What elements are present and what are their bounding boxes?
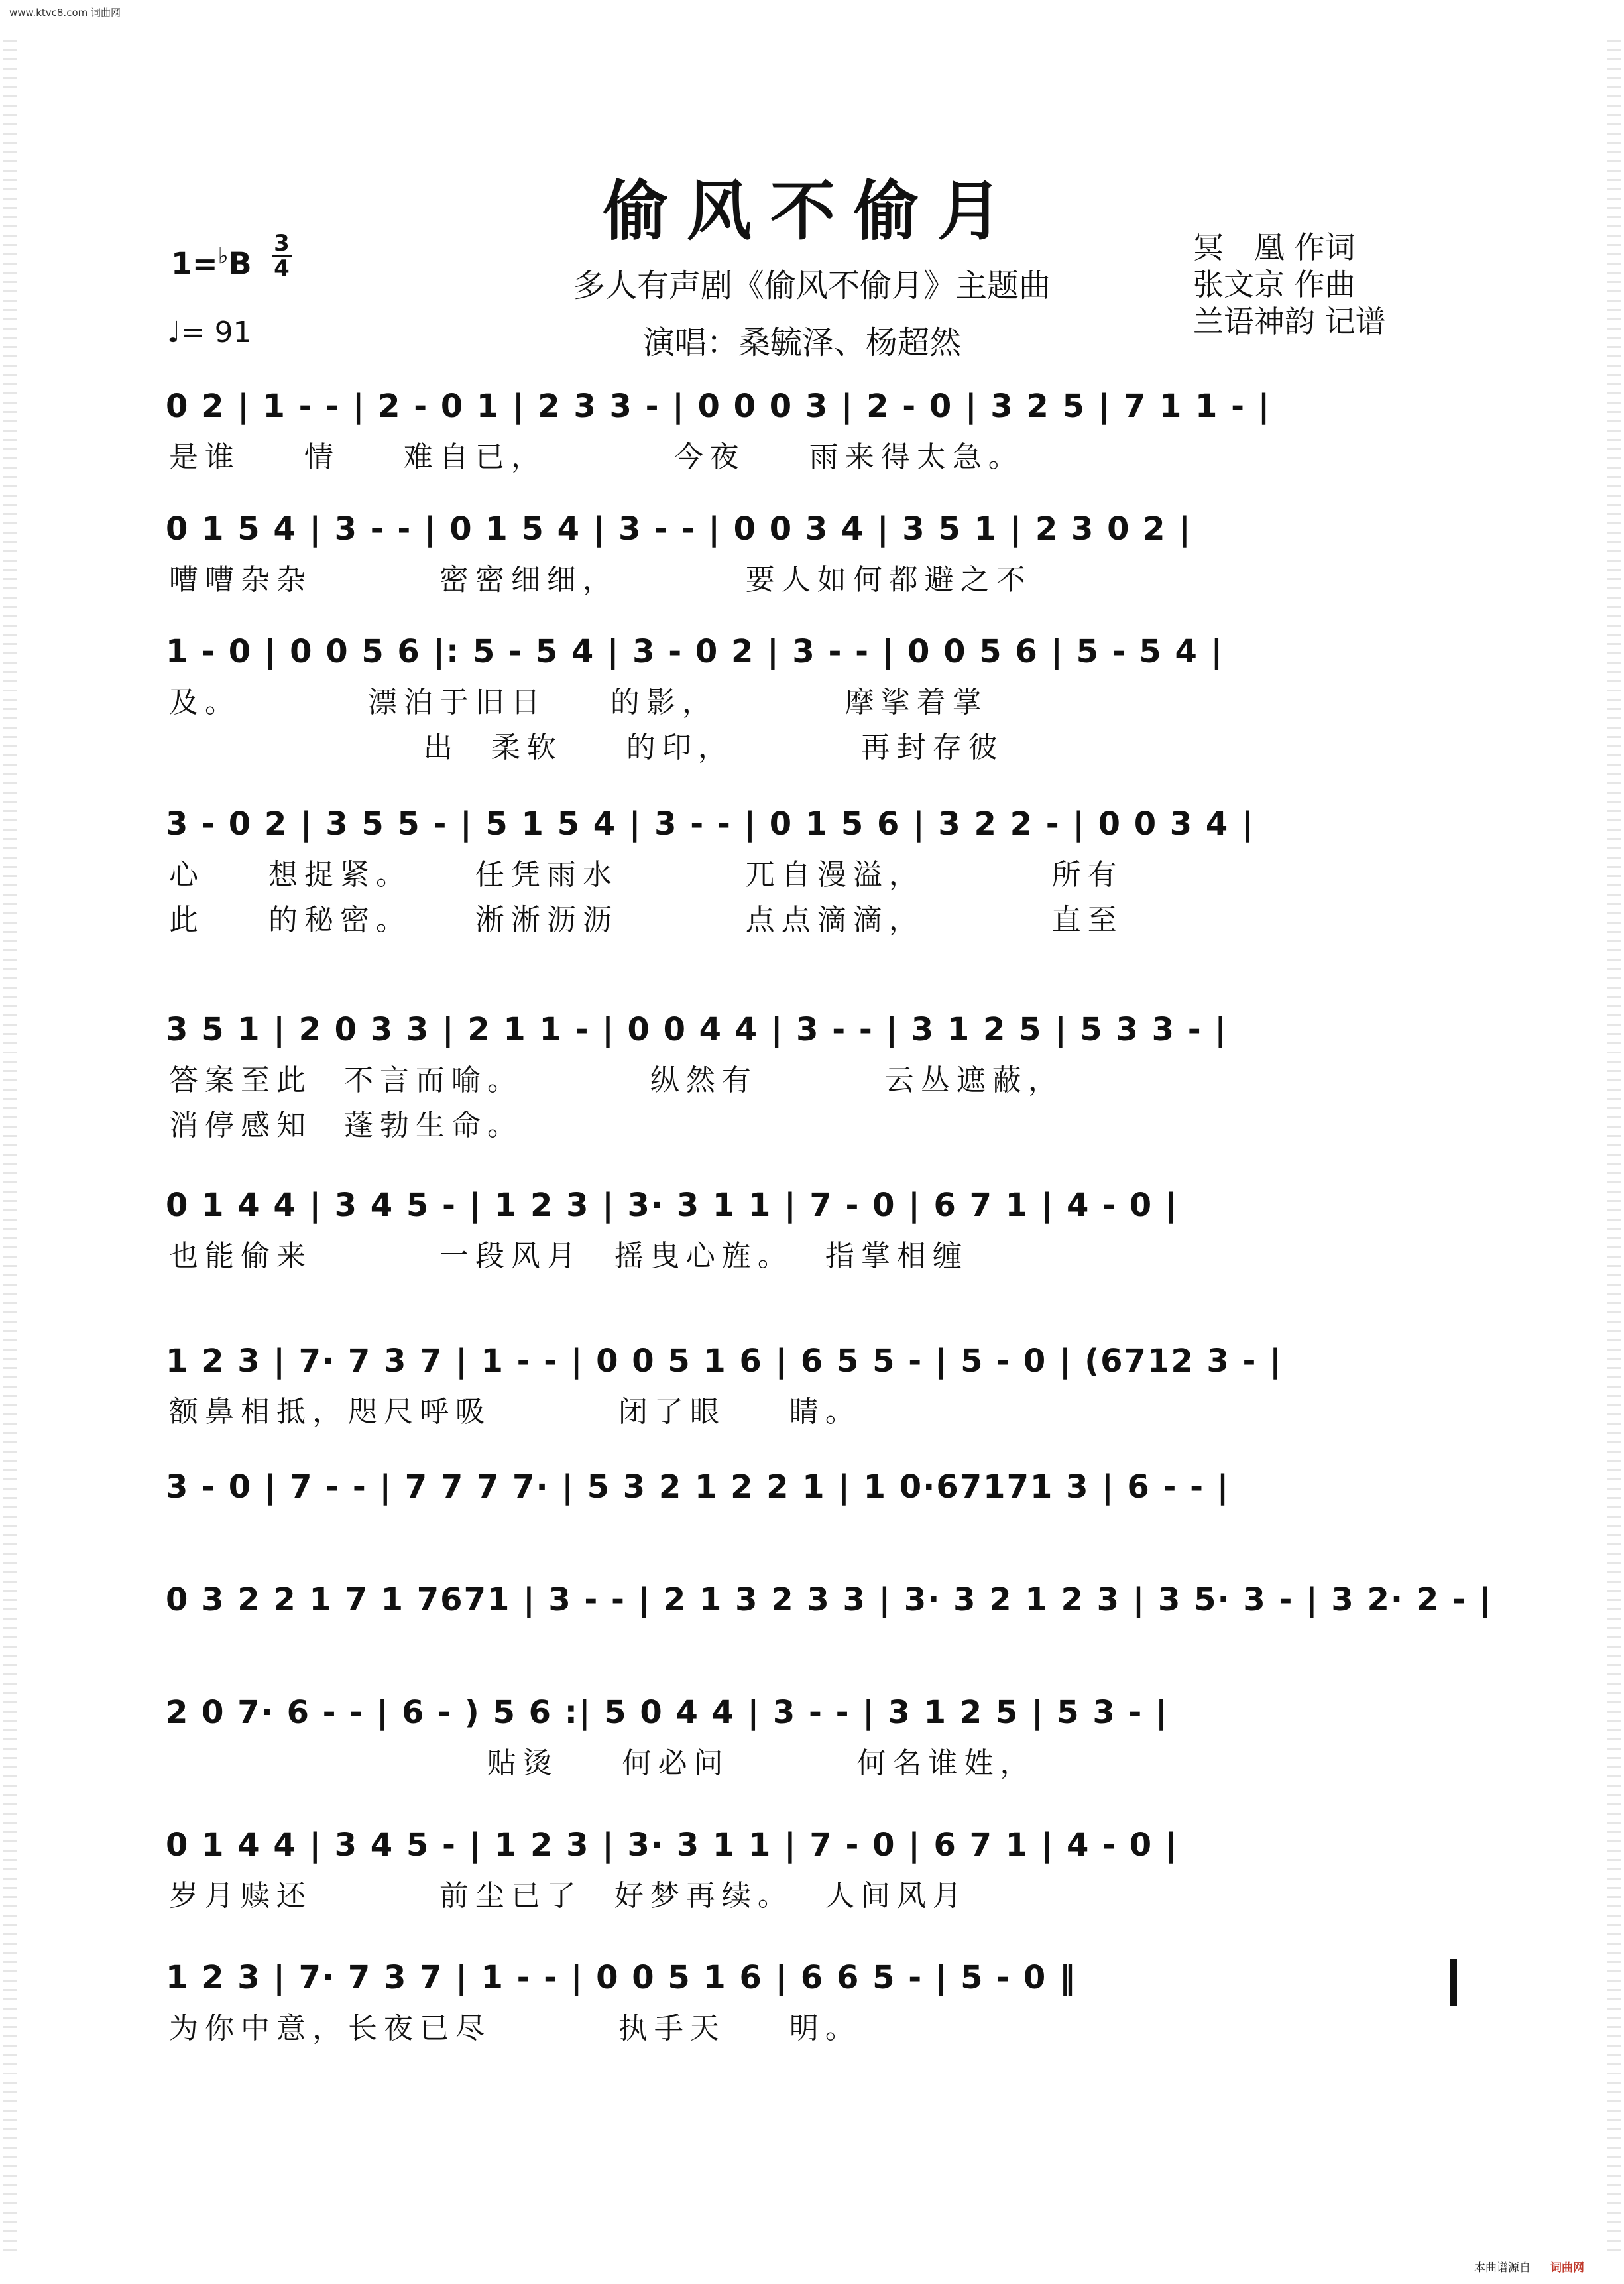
- notation-row: 1 2 3 | 7· 7 3 7 | 1 - - | 0 0 5 1 6 | 6 5 5 - | 5 - 0 | (6712 3 - |: [166, 1343, 1283, 1380]
- lyric-line: 及。 漂泊于旧日 的影， 摩挲着掌: [169, 686, 988, 719]
- lyric-line: 心 想捉紧。 任凭雨水 兀自漫溢， 所有: [169, 858, 1124, 892]
- notation-row: 2 0 7· 6 - - | 6 - ) 5 6 :| 5 0 4 4 | 3 - - | 3 1 2 5 | 5 3 - |: [166, 1694, 1169, 1731]
- notation-row: 3 5 1 | 2 0 3 3 | 2 1 1 - | 0 0 4 4 | 3 - - | 3 1 2 5 | 5 3 3 - |: [166, 1011, 1228, 1048]
- lyric-line: 岁月赎还 前尘已了 好梦再续。 人间风月: [169, 1879, 968, 1913]
- lyric-line: 为你中意，长夜已尽 执手天 明。: [169, 2012, 861, 2045]
- final-barline: [1450, 1959, 1457, 2006]
- lyric-line: 嘈嘈杂杂 密密细细， 要人如何都避之不: [169, 563, 1032, 597]
- credits: [1193, 229, 1386, 340]
- lyric-line: 答案至此 不言而喻。 纵然有 云丛遮蔽，: [169, 1063, 1064, 1097]
- notation-row: 0 2 | 1 - - | 2 - 0 1 | 2 3 3 - | 0 0 0 3 | 2 - 0 | 3 2 5 | 7 1 1 - |: [166, 388, 1271, 425]
- notation-row: 3 - 0 | 7 - - | 7 7 7 7· | 5 3 2 1 2 2 1 | 1 0·67171 3 | 6 - - |: [166, 1469, 1230, 1506]
- tempo-mark: ♩= 91: [167, 316, 252, 349]
- song-title: 偷风不偷月: [603, 173, 1021, 249]
- notation-row: 1 - 0 | 0 0 5 6 |: 5 - 5 4 | 3 - 0 2 | 3 - - | 0 0 5 6 | 5 - 5 4 |: [166, 633, 1224, 670]
- lyric-line: 消停感知 蓬勃生命。: [169, 1109, 523, 1142]
- lyric-line: 额鼻相抵，咫尺呼吸 闭了眼 睛。: [169, 1395, 861, 1429]
- lyric-line: 贴烫 何必问 何名谁姓，: [169, 1746, 1036, 1780]
- lyric-line: 出 柔软 的印， 再封存彼: [169, 731, 1004, 764]
- notation-row: 0 1 4 4 | 3 4 5 - | 1 2 3 | 3· 3 1 1 | 7 - 0 | 6 7 1 | 4 - 0 |: [166, 1827, 1179, 1864]
- site-watermark-top: www.ktvc8.com 词曲网: [9, 7, 121, 19]
- transcriber-credit: 兰语神韵 记谱: [1193, 304, 1386, 339]
- lyric-line: 此 的秘密。 淅淅沥沥 点点滴滴， 直至: [169, 903, 1124, 937]
- site-watermark-bottom: 本曲谱源自 词曲网: [1474, 2261, 1584, 2275]
- notation-row: 0 3 2 2 1 7 1 7671 | 3 - - | 2 1 3 2 3 3 | 3· 3 2 1 2 3 | 3 5· 3 - | 3 2· 2 - |: [166, 1581, 1493, 1618]
- notation-row: 0 1 5 4 | 3 - - | 0 1 5 4 | 3 - - | 0 0 3 4 | 3 5 1 | 2 3 0 2 |: [166, 511, 1192, 548]
- lyric-line: 是谁 情 难自已， 今夜 雨来得太急。: [169, 440, 1024, 474]
- notation-row: 0 1 4 4 | 3 4 5 - | 1 2 3 | 3· 3 1 1 | 7 - 0 | 6 7 1 | 4 - 0 |: [166, 1187, 1179, 1224]
- lyric-line: 也能偷来 一段风月 摇曳心旌。 指掌相缠: [169, 1239, 968, 1273]
- notation-row: 3 - 0 2 | 3 5 5 - | 5 1 5 4 | 3 - - | 0 1 5 6 | 3 2 2 - | 0 0 3 4 |: [166, 806, 1255, 843]
- right-decorative-strip: [1607, 40, 1621, 2257]
- singers: 演唱：桑毓泽、杨超然: [643, 324, 962, 361]
- quarter-note-icon: ♩: [167, 316, 181, 349]
- time-signature: 3 4: [272, 232, 292, 280]
- notation-row: 1 2 3 | 7· 7 3 7 | 1 - - | 0 0 5 1 6 | 6 6 5 - | 5 - 0 ‖: [166, 1959, 1076, 1996]
- lyricist-credit: 冥 凰 作词: [1193, 229, 1356, 265]
- song-subtitle: 多人有声剧《偷风不偷月》主题曲: [573, 267, 1051, 304]
- composer-credit: 张文京 作曲: [1193, 267, 1356, 302]
- key-signature: 1=♭B: [171, 243, 252, 282]
- left-decorative-strip: [3, 40, 17, 2257]
